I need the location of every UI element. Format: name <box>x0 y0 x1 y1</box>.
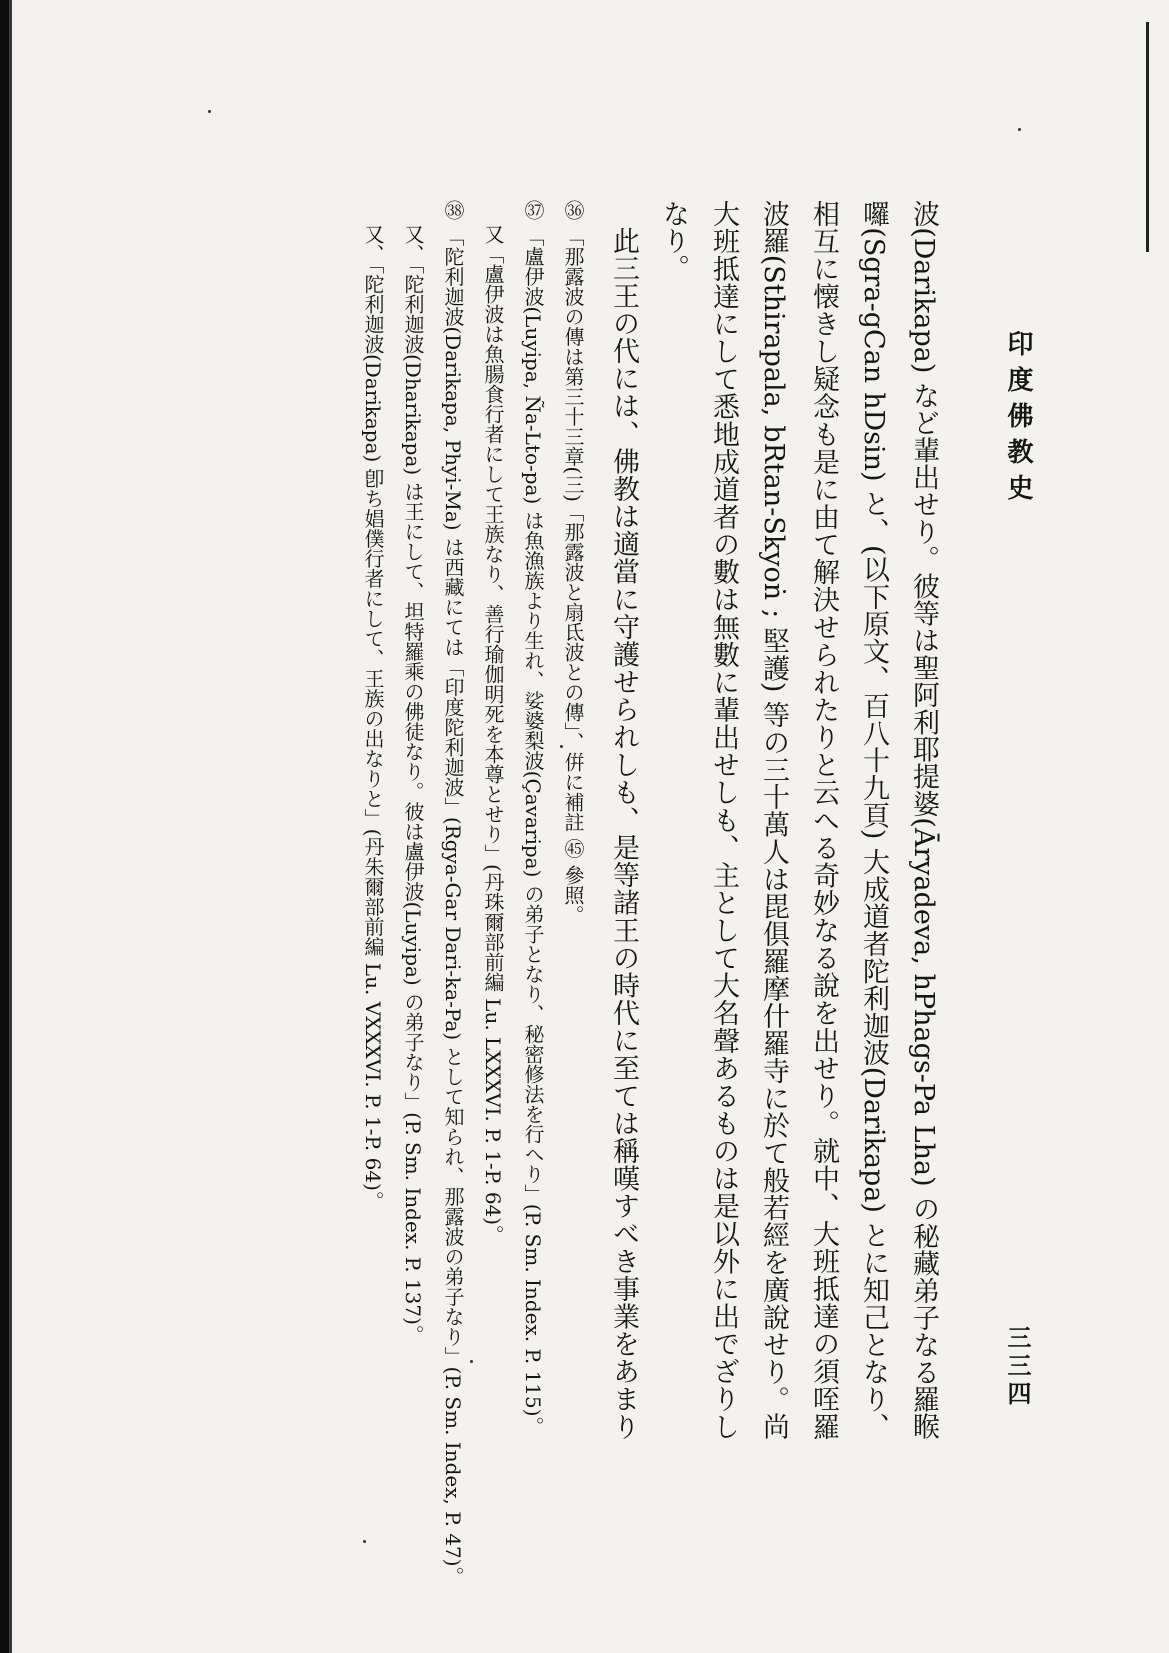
paragraph: 此三王の代には、佛教は適當に守護せられしも、是等諸王の時代に至ては稱嘆すべき事業をあまり <box>608 227 639 1440</box>
footnote: 又「盧伊波は魚腸食行者にして王族なり、善行瑜伽明死を本尊とせり」(丹珠爾部前編 Lu. LXXXVI. P. 1-P. 64)。 <box>481 224 505 1246</box>
footnote: ㊲ 「盧伊波(Luyipa, Ña-Lto-pa) は魚漁族より生れ、娑婆梨波(Çavaripa) の弟子となり、秘密修法を行へり」(P. Sm. Index. P. 115)。 <box>521 200 545 1437</box>
ink-speck <box>208 110 211 113</box>
footnote: ㊳ 「陀利迦波(Darikapa, Phyi-Ma) は西藏にては「印度陀利迦波」(Rgya-Gar Dari-ka-Pa) として知られ、那露波の弟子なり」(P. Sm. Index, P. 47)。 <box>441 200 465 1587</box>
footnote: 又、「陀利迦波(Darikapa) 卽ち娼僕行者にして、王族の出なりと」(丹朱爾部前編 Lu. VXXXVI. P. 1-P. 64)。 <box>361 224 385 1211</box>
page-number: 三三四 <box>1003 1325 1032 1409</box>
paragraph: 波(Darikapa) など輩出せり。彼等は聖阿利耶提婆(Āryadeva, hPhags-Pa Lha) の秘藏弟子なる羅睺囉(Sgra-gCan hDsin) と、(以下原文、百八十九頁) 大成道者陀利迦波(Darikapa) とに知己となり、相互に懐きし疑念も是に由て解決せられたりと云へる奇妙なる說を出せり。就中、大班抵達の須咥羅波羅(Sthirapala, bRtan-Skyoṅ ; 堅護) 等の三十萬人は毘俱羅摩什羅寺に於て般若經を廣說せり。尚大班抵達にして悉地成道者の數は無數に輩出せしも、主として大名聲あるものは是以外に出でざりしなり。 <box>658 200 939 1440</box>
margin-rule <box>1146 22 1149 252</box>
footnote: ㊱ 「那露波の傳は第三十三章(三)「那露波と扇氐波との傳」、倂に補註 ㊺ 參照。 <box>561 200 585 925</box>
footnotes <box>238 200 593 1620</box>
book-spine-shadow <box>0 0 16 1653</box>
footnote: 又、「陀利迦波(Dharikapa) は王にして、坦特羅乘の佛徒なり。彼は盧伊波(Luyipa) の弟子なり」(P. Sm. Index. P. 137)。 <box>401 224 425 1345</box>
main-text-body <box>598 200 948 1440</box>
running-title: 印度佛教史 <box>1003 330 1033 510</box>
ink-speck <box>1018 128 1021 131</box>
